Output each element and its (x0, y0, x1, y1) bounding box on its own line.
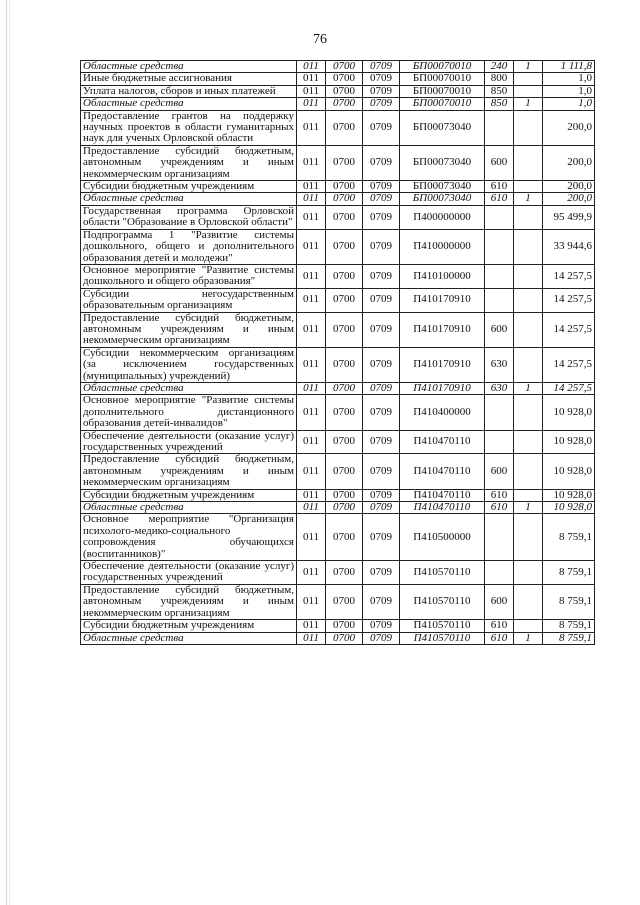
table-row (81, 193, 595, 205)
table-row (81, 347, 595, 382)
cell-subsection-code: 0709 (363, 110, 400, 145)
cell-name: Субсидии бюджетным учреждениям (81, 620, 297, 632)
table-body (81, 61, 595, 645)
cell-target-article: БП00073040 (400, 145, 485, 180)
cell-amount: 8 759,1 (543, 514, 595, 561)
cell-ministry-code: 011 (297, 489, 326, 501)
cell-subsection-code: 0709 (363, 98, 400, 110)
cell-name: Предоставление субсидий бюджетным, автономным учреждениям и иным некоммерческим организациям (81, 312, 297, 347)
cell-target-article: П410570110 (400, 632, 485, 644)
cell-ministry-code: 011 (297, 312, 326, 347)
cell-ministry-code: 011 (297, 620, 326, 632)
cell-ministry-code: 011 (297, 288, 326, 312)
table-row (81, 502, 595, 514)
cell-section-code: 0700 (326, 430, 363, 454)
cell-section-code: 0700 (326, 347, 363, 382)
cell-subsection-code: 0709 (363, 85, 400, 97)
cell-funding-source (514, 73, 543, 85)
cell-expense-type: 600 (485, 454, 514, 489)
cell-name: Иные бюджетные ассигнования (81, 73, 297, 85)
cell-ministry-code: 011 (297, 98, 326, 110)
cell-amount: 8 759,1 (543, 561, 595, 585)
cell-funding-source (514, 489, 543, 501)
cell-name: Основное мероприятие "Организация психолого-медико-социального сопровождения обучающихся (воспитанников)" (81, 514, 297, 561)
cell-amount: 8 759,1 (543, 632, 595, 644)
cell-funding-source: 1 (514, 632, 543, 644)
cell-section-code: 0700 (326, 489, 363, 501)
cell-ministry-code: 011 (297, 264, 326, 288)
cell-expense-type: 610 (485, 193, 514, 205)
cell-target-article: П400000000 (400, 205, 485, 229)
cell-amount: 1 111,8 (543, 61, 595, 73)
cell-ministry-code: 011 (297, 110, 326, 145)
cell-section-code: 0700 (326, 264, 363, 288)
table-row (81, 561, 595, 585)
table-row (81, 620, 595, 632)
cell-subsection-code: 0709 (363, 145, 400, 180)
table-row (81, 430, 595, 454)
cell-section-code: 0700 (326, 632, 363, 644)
cell-name: Субсидии бюджетным учреждениям (81, 181, 297, 193)
cell-funding-source (514, 312, 543, 347)
cell-ministry-code: 011 (297, 632, 326, 644)
table-row (81, 632, 595, 644)
cell-subsection-code: 0709 (363, 181, 400, 193)
cell-expense-type: 610 (485, 620, 514, 632)
cell-ministry-code: 011 (297, 502, 326, 514)
cell-funding-source (514, 347, 543, 382)
cell-amount: 1,0 (543, 73, 595, 85)
cell-amount: 10 928,0 (543, 454, 595, 489)
cell-subsection-code: 0709 (363, 312, 400, 347)
cell-section-code: 0700 (326, 61, 363, 73)
cell-funding-source (514, 110, 543, 145)
table-row (81, 229, 595, 264)
cell-name: Предоставление субсидий бюджетным, автономным учреждениям и иным некоммерческим организациям (81, 454, 297, 489)
cell-target-article: БП00073040 (400, 193, 485, 205)
table-row (81, 61, 595, 73)
cell-subsection-code: 0709 (363, 382, 400, 394)
cell-name: Областные средства (81, 382, 297, 394)
cell-amount: 1,0 (543, 98, 595, 110)
cell-expense-type: 610 (485, 489, 514, 501)
cell-name: Областные средства (81, 61, 297, 73)
cell-subsection-code: 0709 (363, 264, 400, 288)
cell-subsection-code: 0709 (363, 288, 400, 312)
cell-funding-source (514, 145, 543, 180)
cell-name: Основное мероприятие "Развитие системы дополнительного дистанционного образования детей-инвалидов" (81, 395, 297, 430)
cell-funding-source (514, 229, 543, 264)
cell-expense-type (485, 205, 514, 229)
cell-funding-source (514, 620, 543, 632)
cell-target-article: П410470110 (400, 454, 485, 489)
table-row (81, 288, 595, 312)
cell-funding-source (514, 514, 543, 561)
budget-table (80, 60, 595, 645)
cell-target-article: П410170910 (400, 382, 485, 394)
page-number: 76 (313, 32, 327, 47)
cell-name: Основное мероприятие "Развитие системы дошкольного и общего образования" (81, 264, 297, 288)
cell-amount: 8 759,1 (543, 620, 595, 632)
cell-name: Субсидии некоммерческим организациям (за исключением государственных (муниципальных) учреждений) (81, 347, 297, 382)
cell-section-code: 0700 (326, 98, 363, 110)
cell-name: Обеспечение деятельности (оказание услуг) государственных учреждений (81, 561, 297, 585)
table-row (81, 489, 595, 501)
cell-name: Предоставление субсидий бюджетным, автономным учреждениям и иным некоммерческим организациям (81, 584, 297, 619)
cell-target-article: П410170910 (400, 312, 485, 347)
cell-ministry-code: 011 (297, 73, 326, 85)
cell-subsection-code: 0709 (363, 489, 400, 501)
cell-section-code: 0700 (326, 193, 363, 205)
cell-ministry-code: 011 (297, 347, 326, 382)
cell-amount: 14 257,5 (543, 382, 595, 394)
cell-amount: 14 257,5 (543, 347, 595, 382)
cell-ministry-code: 011 (297, 395, 326, 430)
cell-subsection-code: 0709 (363, 229, 400, 264)
cell-target-article: П410470110 (400, 502, 485, 514)
cell-expense-type: 800 (485, 73, 514, 85)
table-row (81, 181, 595, 193)
cell-section-code: 0700 (326, 85, 363, 97)
cell-funding-source: 1 (514, 502, 543, 514)
cell-section-code: 0700 (326, 145, 363, 180)
cell-target-article: БП00070010 (400, 61, 485, 73)
cell-name: Подпрограмма 1 "Развитие системы дошкольного, общего и дополнительного образования детей и молодежи" (81, 229, 297, 264)
cell-amount: 33 944,6 (543, 229, 595, 264)
cell-funding-source (514, 584, 543, 619)
table-row (81, 382, 595, 394)
table-row (81, 110, 595, 145)
cell-amount: 10 928,0 (543, 395, 595, 430)
cell-expense-type (485, 395, 514, 430)
cell-subsection-code: 0709 (363, 73, 400, 85)
cell-amount: 10 928,0 (543, 430, 595, 454)
scan-edge-line (9, 0, 10, 905)
cell-expense-type (485, 110, 514, 145)
cell-section-code: 0700 (326, 395, 363, 430)
cell-section-code: 0700 (326, 181, 363, 193)
cell-amount: 10 928,0 (543, 489, 595, 501)
cell-amount: 200,0 (543, 110, 595, 145)
cell-name: Областные средства (81, 98, 297, 110)
cell-section-code: 0700 (326, 502, 363, 514)
table-row (81, 584, 595, 619)
cell-name: Областные средства (81, 193, 297, 205)
cell-subsection-code: 0709 (363, 430, 400, 454)
cell-expense-type: 850 (485, 85, 514, 97)
cell-section-code: 0700 (326, 110, 363, 145)
cell-target-article: П410170910 (400, 288, 485, 312)
cell-target-article: П410400000 (400, 395, 485, 430)
cell-target-article: П410570110 (400, 584, 485, 619)
cell-funding-source (514, 205, 543, 229)
table-row (81, 98, 595, 110)
cell-section-code: 0700 (326, 205, 363, 229)
cell-amount: 200,0 (543, 181, 595, 193)
cell-name: Областные средства (81, 502, 297, 514)
cell-funding-source: 1 (514, 193, 543, 205)
cell-funding-source (514, 454, 543, 489)
cell-section-code: 0700 (326, 229, 363, 264)
cell-ministry-code: 011 (297, 61, 326, 73)
cell-amount: 14 257,5 (543, 264, 595, 288)
cell-amount: 14 257,5 (543, 288, 595, 312)
table-row (81, 514, 595, 561)
cell-expense-type: 600 (485, 584, 514, 619)
cell-amount: 1,0 (543, 85, 595, 97)
cell-subsection-code: 0709 (363, 632, 400, 644)
cell-name: Областные средства (81, 632, 297, 644)
cell-subsection-code: 0709 (363, 395, 400, 430)
cell-ministry-code: 011 (297, 561, 326, 585)
cell-funding-source (514, 430, 543, 454)
cell-ministry-code: 011 (297, 145, 326, 180)
scan-edge-line (6, 0, 7, 905)
cell-expense-type: 630 (485, 382, 514, 394)
cell-target-article: БП00070010 (400, 73, 485, 85)
cell-target-article: П410100000 (400, 264, 485, 288)
cell-funding-source: 1 (514, 382, 543, 394)
cell-subsection-code: 0709 (363, 561, 400, 585)
cell-target-article: П410170910 (400, 347, 485, 382)
cell-amount: 14 257,5 (543, 312, 595, 347)
cell-expense-type (485, 288, 514, 312)
cell-target-article: БП00073040 (400, 181, 485, 193)
table-row (81, 85, 595, 97)
cell-target-article: П410570110 (400, 620, 485, 632)
table-row (81, 205, 595, 229)
cell-ministry-code: 011 (297, 181, 326, 193)
cell-ministry-code: 011 (297, 584, 326, 619)
cell-expense-type: 630 (485, 347, 514, 382)
cell-expense-type (485, 561, 514, 585)
cell-section-code: 0700 (326, 620, 363, 632)
cell-funding-source (514, 561, 543, 585)
cell-target-article: П410500000 (400, 514, 485, 561)
cell-name: Обеспечение деятельности (оказание услуг) государственных учреждений (81, 430, 297, 454)
cell-subsection-code: 0709 (363, 454, 400, 489)
cell-funding-source (514, 264, 543, 288)
cell-target-article: П410470110 (400, 489, 485, 501)
cell-ministry-code: 011 (297, 430, 326, 454)
cell-funding-source: 1 (514, 98, 543, 110)
cell-name: Субсидии бюджетным учреждениям (81, 489, 297, 501)
table-row (81, 73, 595, 85)
cell-expense-type: 850 (485, 98, 514, 110)
cell-section-code: 0700 (326, 514, 363, 561)
cell-section-code: 0700 (326, 561, 363, 585)
cell-name: Предоставление грантов на поддержку научных проектов в области гуманитарных наук для ученых Орловской области (81, 110, 297, 145)
cell-section-code: 0700 (326, 288, 363, 312)
cell-subsection-code: 0709 (363, 347, 400, 382)
cell-name: Субсидии негосударственным образовательным организациям (81, 288, 297, 312)
cell-expense-type: 240 (485, 61, 514, 73)
cell-expense-type (485, 229, 514, 264)
cell-ministry-code: 011 (297, 454, 326, 489)
table-row (81, 312, 595, 347)
cell-ministry-code: 011 (297, 85, 326, 97)
table-row (81, 395, 595, 430)
cell-section-code: 0700 (326, 382, 363, 394)
cell-subsection-code: 0709 (363, 584, 400, 619)
cell-expense-type: 610 (485, 502, 514, 514)
cell-expense-type (485, 430, 514, 454)
table-row (81, 454, 595, 489)
cell-expense-type: 610 (485, 181, 514, 193)
cell-subsection-code: 0709 (363, 620, 400, 632)
cell-target-article: П410000000 (400, 229, 485, 264)
cell-funding-source: 1 (514, 61, 543, 73)
cell-section-code: 0700 (326, 584, 363, 619)
cell-section-code: 0700 (326, 312, 363, 347)
cell-amount: 95 499,9 (543, 205, 595, 229)
cell-expense-type: 600 (485, 312, 514, 347)
cell-ministry-code: 011 (297, 514, 326, 561)
table-row (81, 264, 595, 288)
cell-target-article: БП00070010 (400, 85, 485, 97)
cell-target-article: П410470110 (400, 430, 485, 454)
cell-amount: 200,0 (543, 145, 595, 180)
cell-ministry-code: 011 (297, 205, 326, 229)
cell-expense-type (485, 264, 514, 288)
cell-section-code: 0700 (326, 73, 363, 85)
cell-expense-type (485, 514, 514, 561)
cell-expense-type: 610 (485, 632, 514, 644)
cell-funding-source (514, 181, 543, 193)
cell-amount: 200,0 (543, 193, 595, 205)
cell-subsection-code: 0709 (363, 205, 400, 229)
table-row (81, 145, 595, 180)
cell-target-article: П410570110 (400, 561, 485, 585)
cell-section-code: 0700 (326, 454, 363, 489)
cell-subsection-code: 0709 (363, 502, 400, 514)
cell-subsection-code: 0709 (363, 193, 400, 205)
cell-subsection-code: 0709 (363, 514, 400, 561)
cell-subsection-code: 0709 (363, 61, 400, 73)
cell-target-article: БП00070010 (400, 98, 485, 110)
cell-funding-source (514, 85, 543, 97)
cell-name: Уплата налогов, сборов и иных платежей (81, 85, 297, 97)
cell-name: Государственная программа Орловской области "Образование в Орловской области" (81, 205, 297, 229)
cell-ministry-code: 011 (297, 382, 326, 394)
cell-expense-type: 600 (485, 145, 514, 180)
cell-funding-source (514, 288, 543, 312)
cell-funding-source (514, 395, 543, 430)
cell-amount: 8 759,1 (543, 584, 595, 619)
cell-target-article: БП00073040 (400, 110, 485, 145)
cell-ministry-code: 011 (297, 229, 326, 264)
cell-ministry-code: 011 (297, 193, 326, 205)
cell-amount: 10 928,0 (543, 502, 595, 514)
cell-name: Предоставление субсидий бюджетным, автономным учреждениям и иным некоммерческим организациям (81, 145, 297, 180)
